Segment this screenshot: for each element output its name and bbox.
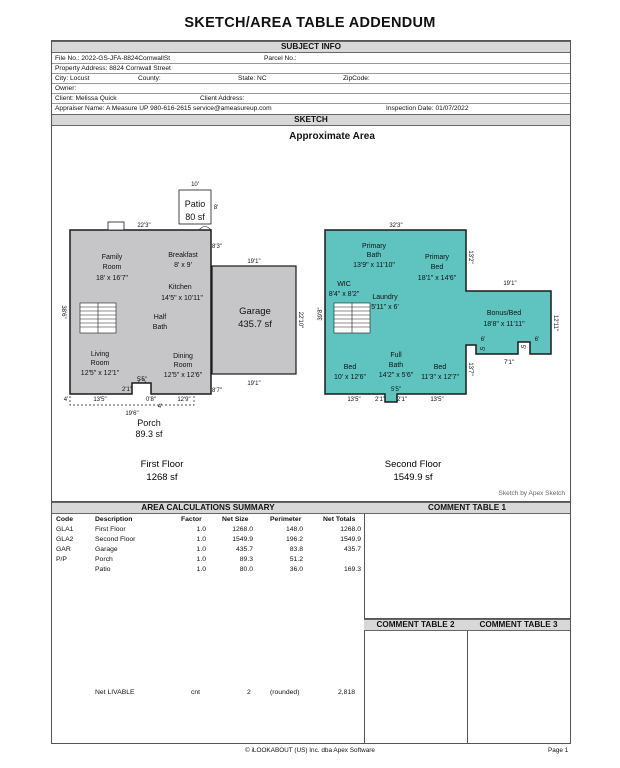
- owner: Owner:: [55, 85, 77, 92]
- file-no: File No.: 2022-GS-JFA-8824CornwallSt: [55, 55, 171, 62]
- table-cell: 80.0: [239, 566, 253, 573]
- table-cell: 1549.9: [232, 536, 253, 543]
- svg-text:18' x 16'7": 18' x 16'7": [95, 275, 129, 282]
- table-cell: 1.0: [196, 526, 206, 533]
- svg-text:5'5": 5'5": [137, 377, 147, 383]
- svg-text:5'5": 5'5": [391, 387, 401, 393]
- table-cell: 196.2: [285, 536, 303, 543]
- svg-text:18'1" x 14'6": 18'1" x 14'6": [417, 275, 457, 282]
- table-cell: 51.2: [289, 556, 303, 563]
- table-cell: 1.0: [196, 556, 206, 563]
- first-floor-area: 1268 sf: [146, 472, 178, 483]
- svg-text:2'1": 2'1": [375, 397, 385, 403]
- footer-copyright: © iLOOKABOUT (US) Inc. dba Apex Software: [245, 747, 375, 754]
- area-calc-table: [52, 501, 365, 744]
- addendum-frame: [51, 40, 571, 744]
- primary-bed-label: Primary: [424, 254, 450, 261]
- comment-table-1: [364, 501, 570, 619]
- svg-text:14'5" x 10'11": 14'5" x 10'11": [161, 295, 203, 302]
- table-cell: 169.3: [343, 566, 361, 573]
- svg-text:8': 8': [213, 205, 219, 211]
- table-cell: 435.7: [235, 546, 253, 553]
- table-cell: GLA1: [56, 526, 74, 533]
- table-cell: 435.7: [343, 546, 361, 553]
- subject-info-header: SUBJECT INFO: [52, 41, 570, 53]
- table-cell: 36.0: [289, 566, 303, 573]
- col-code: Code: [56, 516, 73, 523]
- garage-area: 435.7 sf: [238, 319, 272, 330]
- net-livable-rounded: (rounded): [270, 689, 300, 696]
- svg-text:12'5" x 12'1": 12'5" x 12'1": [80, 370, 120, 377]
- svg-text:11'3" x 12'7": 11'3" x 12'7": [421, 374, 459, 381]
- client-address: Client Address:: [200, 95, 245, 102]
- svg-text:19'6": 19'6": [125, 411, 139, 417]
- svg-text:2'1": 2'1": [397, 397, 407, 403]
- bed-2-label: Bed: [433, 364, 447, 371]
- wic-label: WIC: [337, 281, 351, 288]
- table-cell: Porch: [95, 556, 113, 563]
- living-room-label: Living: [90, 351, 110, 358]
- svg-text:Room: Room: [102, 264, 122, 271]
- bed-1-label: Bed: [343, 364, 357, 371]
- svg-text:Room: Room: [90, 360, 110, 367]
- svg-text:19'1": 19'1": [247, 381, 261, 387]
- col-description: Description: [95, 516, 133, 523]
- zip-code: ZipCode:: [343, 75, 370, 82]
- col-factor: Factor: [181, 516, 202, 523]
- first-floor-label: First Floor: [140, 459, 184, 470]
- comment-table-2-header: COMMENT TABLE 2: [364, 619, 467, 631]
- table-cell: 1549.9: [340, 536, 361, 543]
- svg-text:8'4" x 8'2": 8'4" x 8'2": [328, 291, 360, 298]
- table-cell: Garage: [95, 546, 118, 553]
- second-floor-area: 1549.9 sf: [393, 472, 433, 483]
- net-livable-label: Net LIVABLE: [95, 689, 135, 696]
- laundry-label: Laundry: [372, 294, 398, 301]
- sketch-header: SKETCH: [52, 114, 570, 126]
- comment-table-2: [364, 618, 468, 744]
- second-floor-label: Second Floor: [384, 459, 442, 470]
- svg-text:13'7": 13'7": [467, 362, 473, 376]
- svg-text:12'9": 12'9": [177, 397, 191, 403]
- svg-text:4': 4': [63, 397, 69, 403]
- svg-text:5': 5': [519, 344, 525, 350]
- sketch-credit: Sketch by Apex Sketch: [498, 490, 565, 497]
- svg-text:12'11": 12'11": [552, 314, 558, 332]
- inspection-date: Inspection Date: 01/07/2022: [386, 105, 469, 112]
- dining-room-label: Dining: [173, 353, 193, 360]
- comment-table-3-header: COMMENT TABLE 3: [467, 619, 570, 631]
- sketch-title: Approximate Area: [289, 131, 375, 142]
- col-perimeter: Perimeter: [270, 516, 302, 523]
- svg-text:5': 5': [478, 346, 484, 352]
- svg-text:6': 6': [480, 337, 486, 343]
- net-livable-total: 2,818: [338, 689, 356, 696]
- family-room-label: Family: [101, 254, 123, 261]
- appraiser: Appraiser Name: A Measure UP 980-616-2615 service@ameasureup.com: [55, 105, 272, 112]
- svg-text:Bath: Bath: [366, 252, 382, 259]
- svg-text:13'5": 13'5": [93, 397, 107, 403]
- svg-text:10' x 12'6": 10' x 12'6": [333, 374, 367, 381]
- comment-table-3: [467, 618, 570, 744]
- svg-text:2'1": 2'1": [122, 387, 132, 393]
- porch-area: 89.3 sf: [135, 429, 163, 439]
- svg-text:22'10": 22'10": [297, 311, 303, 329]
- breakfast-label: Breakfast: [168, 252, 198, 259]
- bonus-bed-label: Bonus/Bed: [486, 310, 522, 317]
- garage-label: Garage: [239, 306, 271, 317]
- city: City: Locust: [55, 75, 90, 82]
- footer-page: Page 1: [548, 747, 569, 754]
- half-bath-label: Half: [153, 314, 167, 321]
- svg-text:6': 6': [534, 337, 540, 343]
- floor-plan-sketch: [52, 129, 570, 501]
- kitchen-label: Kitchen: [168, 284, 192, 291]
- comment-table-1-header: COMMENT TABLE 1: [364, 502, 570, 514]
- table-cell: 1268.0: [340, 526, 361, 533]
- svg-text:Room: Room: [173, 362, 193, 369]
- page-title: SKETCH/AREA TABLE ADDENDUM: [184, 15, 436, 31]
- patio-label: Patio: [184, 199, 206, 209]
- parcel-no: Parcel No.:: [264, 55, 297, 62]
- table-cell: GAR: [56, 546, 71, 553]
- svg-text:13'5": 13'5": [430, 397, 444, 403]
- county: County:: [138, 75, 161, 82]
- svg-text:38'6": 38'6": [60, 305, 66, 319]
- svg-text:8'7": 8'7": [212, 388, 222, 394]
- svg-text:Bath: Bath: [388, 362, 404, 369]
- table-cell: 1.0: [196, 566, 206, 573]
- svg-text:4': 4': [157, 404, 163, 410]
- area-calc-header: AREA CALCULATIONS SUMMARY: [52, 502, 364, 514]
- svg-text:8' x 9': 8' x 9': [174, 262, 192, 269]
- client: Client: Melissa Quick: [55, 95, 117, 102]
- svg-text:19'1": 19'1": [503, 281, 517, 287]
- net-livable-count: 2: [247, 689, 251, 696]
- svg-text:13'9" x 11'10": 13'9" x 11'10": [353, 262, 395, 269]
- table-cell: P/P: [56, 556, 67, 563]
- net-livable-cnt: cnt: [191, 689, 201, 696]
- table-cell: First Floor: [95, 526, 126, 533]
- svg-text:0'8": 0'8": [146, 397, 156, 403]
- table-cell: 89.3: [239, 556, 253, 563]
- table-cell: Patio: [95, 566, 111, 573]
- table-cell: GLA2: [56, 536, 74, 543]
- svg-text:8'3": 8'3": [212, 244, 222, 250]
- svg-text:Bed: Bed: [430, 264, 444, 271]
- svg-text:18'8" x 11'11": 18'8" x 11'11": [483, 321, 525, 328]
- col-net-size: Net Size: [222, 516, 249, 523]
- porch-label: Porch: [137, 418, 161, 428]
- full-bath-label: Full: [390, 352, 402, 359]
- property-address: Property Address: 8824 Cornwall Street: [55, 65, 171, 72]
- col-net-totals: Net Totals: [323, 516, 356, 523]
- table-cell: 1.0: [196, 536, 206, 543]
- svg-text:7'1": 7'1": [504, 360, 514, 366]
- table-cell: 83.8: [289, 546, 303, 553]
- patio-area: 80 sf: [185, 212, 205, 222]
- svg-text:12'5" x 12'6": 12'5" x 12'6": [163, 372, 203, 379]
- svg-text:32'3": 32'3": [389, 223, 403, 229]
- table-cell: 148.0: [285, 526, 303, 533]
- svg-text:19'1": 19'1": [247, 259, 261, 265]
- svg-text:39'8": 39'8": [318, 307, 324, 321]
- svg-text:10': 10': [191, 182, 199, 188]
- svg-text:Bath: Bath: [152, 324, 168, 331]
- table-cell: 1268.0: [232, 526, 253, 533]
- svg-text:13'2": 13'2": [467, 250, 473, 264]
- svg-text:5'11" x 6': 5'11" x 6': [371, 304, 399, 311]
- table-cell: Second Floor: [95, 536, 136, 543]
- state: State: NC: [238, 75, 267, 82]
- table-cell: 1.0: [196, 546, 206, 553]
- svg-text:14'2" x 5'6": 14'2" x 5'6": [378, 372, 414, 379]
- primary-bath-label: Primary: [361, 243, 387, 250]
- svg-text:13'5": 13'5": [347, 397, 361, 403]
- svg-text:22'3": 22'3": [137, 223, 151, 229]
